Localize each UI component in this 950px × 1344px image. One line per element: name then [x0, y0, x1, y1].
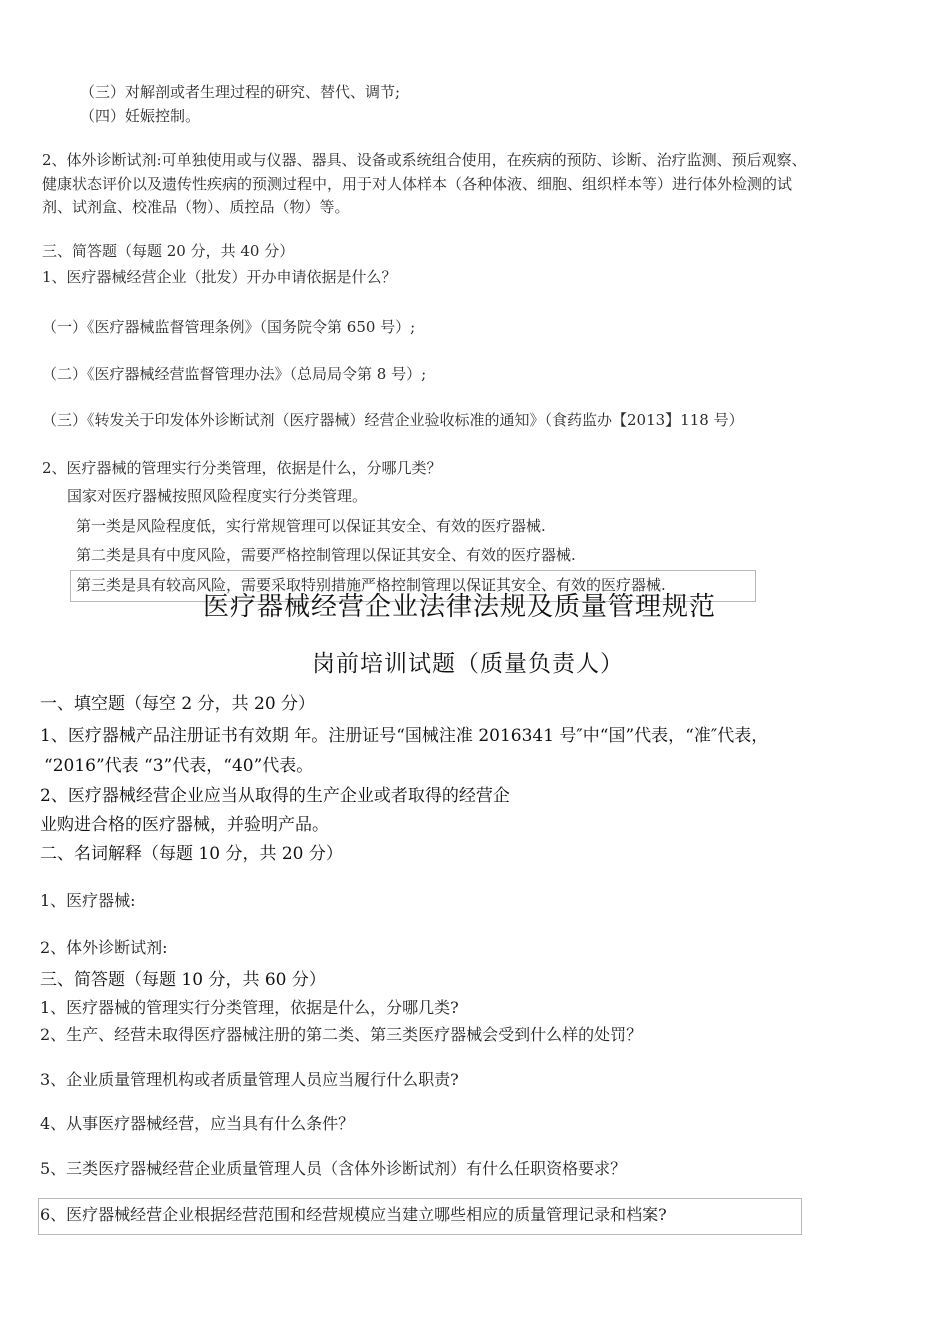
definition-item-3: （三）对解剖或者生理过程的研究、替代、调节; [80, 83, 401, 101]
short-question-1: 1、医疗器械的管理实行分类管理，依据是什么，分哪几类? [40, 998, 459, 1017]
term-question-1: 1、医疗器械: [40, 891, 136, 910]
question-1-old: 1、医疗器械经营企业（批发）开办申请依据是什么？ [42, 268, 397, 286]
short-question-2: 2、生产、经营未取得医疗器械注册的第二类、第三类医疗器械会受到什么样的处罚？ [40, 1025, 643, 1044]
section-2-heading: 二、名词解释（每题 10 分，共 20 分） [40, 844, 343, 864]
question-2-old: 2、医疗器械的管理实行分类管理，依据是什么，分哪几类？ [42, 459, 442, 477]
fill-question-2-line-1: 2、医疗器械经营企业应当从取得的生产企业或者取得的经营企 [40, 786, 510, 806]
answer-1-item-1: （一）《医疗器械监督管理条例》（国务院令第 650 号）; [42, 318, 416, 336]
exam-subtitle: 岗前培训试题（质量负责人） [312, 651, 624, 677]
ivd-definition-line-1: 2、体外诊断试剂:可单独使用或与仪器、器具、设备或系统组合使用，在疾病的预防、诊断、治疗监测、预后观察、 [42, 151, 807, 169]
definition-item-4: （四）妊娠控制。 [80, 107, 201, 125]
answer-1-item-3: （三）《转发关于印发体外诊断试剂（医疗器械）经营企业验收标准的通知》（食药监办【2013】118 号） [42, 411, 744, 429]
ivd-definition-line-2: 健康状态评价以及遗传性疾病的预测过程中，用于对人体样本（各种体液、细胞、组织样本等）进行体外检测的试 [42, 175, 793, 193]
section-3-heading: 三、简答题（每题 10 分，共 60 分） [40, 970, 326, 990]
answer-2-class-1: 第一类是风险程度低，实行常规管理可以保证其安全、有效的医疗器械. [76, 517, 546, 535]
exam-title: 医疗器械经营企业法律法规及质量管理规范 [203, 592, 717, 622]
short-question-5: 5、三类医疗器械经营企业质量管理人员（含体外诊断试剂）有什么任职资格要求？ [40, 1159, 627, 1178]
short-question-6: 6、医疗器械经营企业根据经营范围和经营规模应当建立哪些相应的质量管理记录和档案? [40, 1205, 667, 1224]
short-question-4: 4、从事医疗器械经营，应当具有什么条件？ [40, 1114, 355, 1133]
ivd-definition-line-3: 剂、试剂盒、校准品（物）、质控品（物）等。 [42, 198, 350, 216]
answer-1-item-2: （二）《医疗器械经营监督管理办法》（总局局令第 8 号）; [42, 365, 427, 383]
section-1-heading: 一、填空题（每空 2 分，共 20 分） [40, 694, 316, 714]
short-question-3: 3、企业质量管理机构或者质量管理人员应当履行什么职责? [40, 1070, 459, 1089]
section-3-heading-old: 三、简答题（每题 20 分，共 40 分） [42, 242, 295, 260]
fill-question-1-line-1: 1、医疗器械产品注册证书有效期 年。注册证号“国械注准 2016341 号″中“国”代表，“准″代表， [40, 726, 769, 746]
answer-2-class-2: 第二类是具有中度风险，需要严格控制管理以保证其安全、有效的医疗器械. [76, 546, 576, 564]
fill-question-1-line-2: “2016”代表 “3”代表，“40”代表。 [44, 756, 314, 776]
answer-2-intro: 国家对医疗器械按照风险程度实行分类管理。 [67, 487, 368, 505]
answer-2-class-3: 第三类是具有较高风险，需要采取特别措施严格控制管理以保证其安全、有效的医疗器械. [76, 576, 666, 594]
term-question-2: 2、体外诊断试剂: [40, 938, 168, 957]
fill-question-2-line-2: 业购进合格的医疗器械，并验明产品。 [40, 815, 329, 835]
